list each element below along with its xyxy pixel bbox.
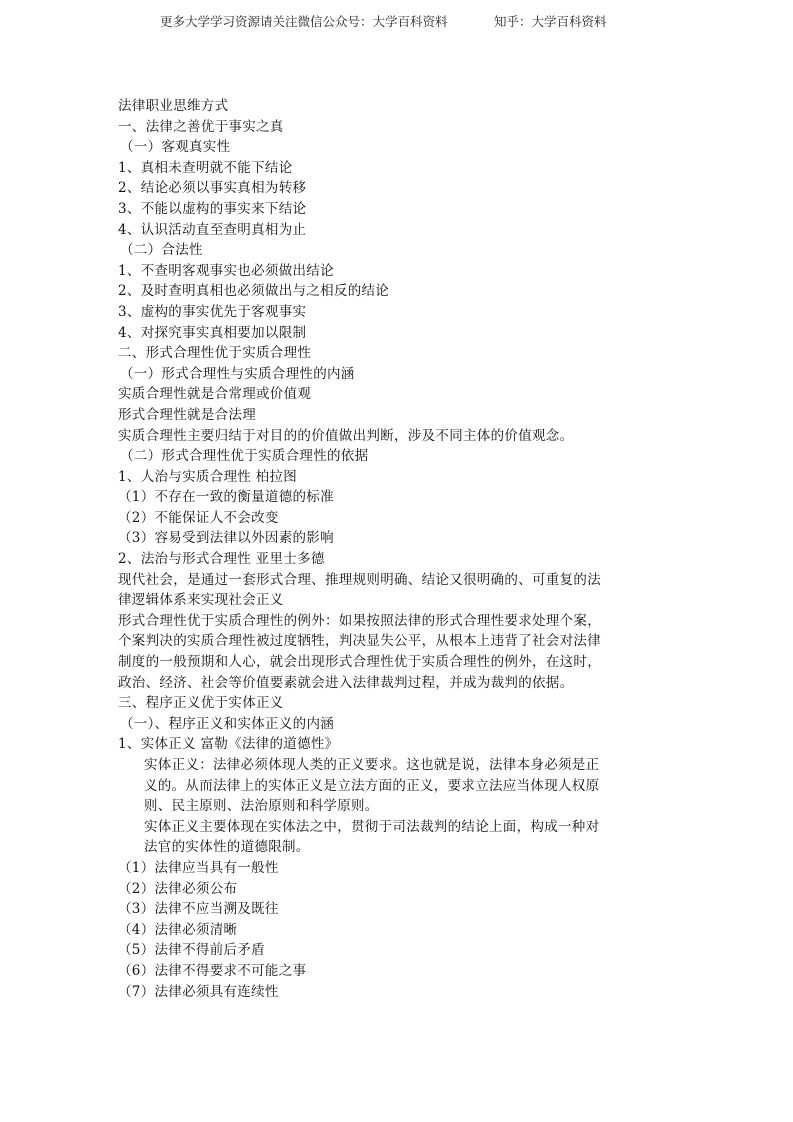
list-item: 2、法治与形式合理性 亚里士多德 [118,551,325,568]
header-wechat-notice: 更多大学学习资源请关注微信公众号：大学百科资料 [160,14,448,29]
paragraph-line: 个案判决的实质合理性被过度牺牲，判决显失公平，从根本上违背了社会对法律 [118,633,601,650]
subsection-heading: （二）形式合理性优于实质合理性的依据 [120,448,369,465]
section-heading: 三、程序正义优于实体正义 [118,695,284,712]
document-body [118,96,678,1002]
list-item: 4、认识活动直至查明真相为止 [118,221,307,238]
list-item: 3、不能以虚构的事实来下结论 [118,200,307,217]
list-item: 2、及时查明真相也必须做出与之相反的结论 [118,283,390,300]
paragraph-line: 则、民主原则、法治原则和科学原则。 [144,798,379,815]
paragraph-line: 实质合理性主要归结于对目的的价值做出判断，涉及不同主体的价值观念。 [118,427,574,444]
paragraph-line: 律逻辑体系来实现社会正义 [118,592,284,609]
section-heading: 一、法律之善优于事实之真 [118,118,284,135]
header-zhihu-notice: 知乎：大学百科资料 [494,14,607,29]
subsection-heading: （一）形式合理性与实质合理性的内涵 [120,365,355,382]
paragraph-line: 法官的实体性的道德限制。 [144,839,310,856]
paragraph-line: 形式合理性就是合法理 [118,406,256,423]
list-item: （7）法律必须具有连续性 [118,983,279,1000]
subsection-heading: （一）客观真实性 [120,139,231,156]
paragraph-line: 制度的一般预期和人心，就会出现形式合理性优于实质合理性的例外，在这时， [118,654,601,671]
list-item: 4、对探究事实真相要加以限制 [118,324,307,341]
list-item: （3）法律不应当溯及既往 [118,901,279,918]
list-item: 2、结论必须以事实真相为转移 [118,180,307,197]
list-item: 1、实体正义 富勒《法律的道德性》 [118,736,339,753]
list-item: （1）法律应当具有一般性 [118,859,279,876]
paragraph-line: 实质合理性就是合常理或价值观 [118,386,312,403]
document-title: 法律职业思维方式 [118,98,229,114]
list-item: （2）不能保证人不会改变 [118,509,279,526]
section-heading: 二、形式合理性优于实质合理性 [118,345,312,362]
subsection-heading: （一）、程序正义和实体正义的内涵 [120,715,335,732]
list-item: （2）法律必须公布 [118,880,238,897]
list-item: 3、虚构的事实优先于客观事实 [118,303,307,320]
list-item: 1、人治与实质合理性 柏拉图 [118,468,298,485]
list-item: 1、不查明客观事实也必须做出结论 [118,262,334,279]
paragraph-line: 实体正义：法律必须体现人类的正义要求。这也就是说，法律本身必须是正 [144,757,600,773]
list-item: （5）法律不得前后矛盾 [118,942,265,959]
paragraph-line: 实体正义主要体现在实体法之中，贯彻于司法裁判的结论上面，构成一种对 [144,818,600,835]
paragraph-line: 现代社会，是通过一套形式合理、推理规则明确、结论又很明确的、可重复的法 [118,571,601,588]
paragraph-line: 形式合理性优于实质合理性的例外：如果按照法律的形式合理性要求处理个案， [118,612,601,629]
subsection-heading: （二）合法性 [120,242,203,259]
list-item: （6）法律不得要求不可能之事 [118,962,307,979]
list-item: 1、真相未查明就不能下结论 [118,159,293,176]
list-item: （1）不存在一致的衡量道德的标准 [118,489,334,506]
paragraph-line: 义的。从而法律上的实体正义是立法方面的正义，要求立法应当体现人权原 [144,777,600,794]
paragraph-line: 政治、经济、社会等价值要素就会进入法律裁判过程，并成为裁判的依据。 [118,674,574,691]
list-item: （4）法律必须清晰 [118,921,238,938]
list-item: （3）容易受到法律以外因素的影响 [118,530,334,547]
